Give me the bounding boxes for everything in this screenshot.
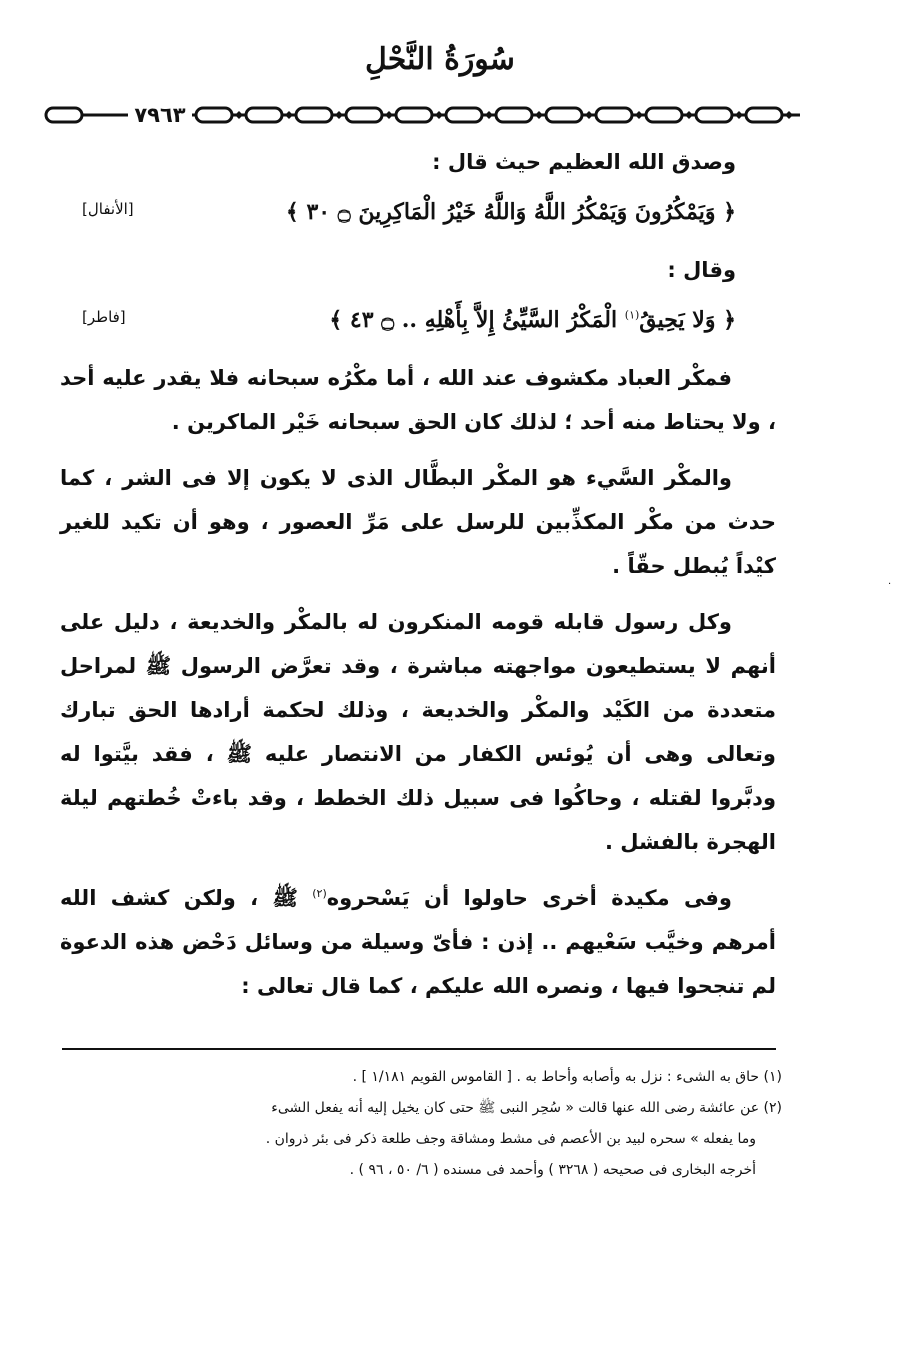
ornament-diamond	[535, 111, 543, 119]
page-number: ٧٩٦٣	[128, 100, 192, 130]
ornament-link	[696, 108, 732, 122]
ornament-link	[246, 108, 282, 122]
footnote-1: (١) حاق به الشىء : نزل به وأصابه وأحاط به . [ القاموس القويم ١/١٨١ ] .	[352, 1069, 782, 1085]
ornament-link	[396, 108, 432, 122]
footnote-2-continued: وما يفعله » سحره لبيد بن الأعصم فى مشط ومشاقة وجف طلعة ذكر فى بئر ذروان .	[265, 1131, 756, 1147]
ornament-link	[346, 108, 382, 122]
footnote-marker-1[interactable]: (١)	[624, 308, 640, 322]
intro-line-1: وصدق الله العظيم حيث قال :	[432, 150, 736, 174]
paragraph-4	[60, 876, 776, 1008]
ornament-link	[646, 108, 682, 122]
verse-text-part-2: الْمَكْرُ السَّيِّئُ إِلاَّ بِأَهْلِهِ .. ۝ ٤٣ ﴾	[329, 307, 625, 333]
paragraph-4-part-2: ﷺ ، ولكن كشف الله أمرهم وخيَّب سَعْيهم .. إذن : فأىّ وسيلة من وسائل دَحْض هذه الدعوة لم تنجحوا فيها ، ونصره الله عليكم ، كما قال تعالى :	[60, 886, 776, 998]
ornament-diamond	[435, 111, 443, 119]
scan-speck: ·	[888, 579, 892, 590]
intro-line-2: وقال :	[667, 258, 736, 282]
surah-title: سُورَةُ النَّحْلِ	[365, 42, 515, 77]
ornament-diamond	[235, 111, 243, 119]
quran-verse-anfal	[60, 184, 736, 248]
ornament-diamond	[735, 111, 743, 119]
footnote-2-source: أخرجه البخارى فى صحيحه ( ٣٢٦٨ ) وأحمد فى مسنده ( ٦/ ٥٠ ، ٩٦ ) .	[349, 1162, 756, 1178]
ornament-diamond	[485, 111, 493, 119]
verse-reference: [الأنفال]	[82, 200, 134, 218]
footnote-marker-2[interactable]: (٢)	[312, 887, 327, 900]
ornament-link	[296, 108, 332, 122]
ornament-link	[546, 108, 582, 122]
ornament-diamond	[585, 111, 593, 119]
verse-text: ﴿ وَيَمْكُرُونَ وَيَمْكُرُ اللَّهُ وَاللَّهُ خَيْرُ الْمَاكِرِينَ ۝ ٣٠ ﴾	[285, 199, 736, 225]
main-text	[60, 140, 776, 1016]
paragraph-2: والمكْر السَّيء هو المكْر البطَّال الذى لا يكون إلا فى الشر ، كما حدث من مكْر المكذِّبين للرسل على مَرِّ العصور ، وهو أن تكيد للغير كيْداً يُبطل حقّاً .	[60, 466, 776, 578]
ornament-diamond	[285, 111, 293, 119]
verse-text	[329, 298, 736, 342]
ornament-link	[46, 108, 82, 122]
ornament-link	[746, 108, 782, 122]
footnote-2: (٢) عن عائشة رضى الله عنها قالت « سُحِر النبى ﷺ حتى كان يخيل إليه أنه يفعل الشىء	[271, 1100, 782, 1116]
paragraph-4-part-1: وفى مكيدة أخرى حاولوا أن يَسْحروه	[326, 886, 732, 910]
ornament-diamond	[685, 111, 693, 119]
ornament-link	[196, 108, 232, 122]
verse-reference: [فاطر]	[82, 308, 126, 326]
footnote-separator	[62, 1048, 776, 1050]
ornament-diamond	[385, 111, 393, 119]
ornament-diamond	[785, 111, 793, 119]
ornament-diamond	[635, 111, 643, 119]
ornament-link	[596, 108, 632, 122]
ornament-link	[496, 108, 532, 122]
ornament-diamond	[335, 111, 343, 119]
quran-verse-fatir	[60, 292, 736, 356]
ornamental-header-band	[40, 100, 806, 130]
paragraph-1: فمكْر العباد مكشوف عند الله ، أما مكْرُه سبحانه فلا يقدر عليه أحد ، ولا يحتاط منه أحد ؛ لذلك كان الحق سبحانه خَيْر الماكرين .	[60, 366, 776, 434]
ornament-link	[446, 108, 482, 122]
paragraph-3: وكل رسول قابله قومه المنكرون له بالمكْر والخديعة ، دليل على أنهم لا يستطيعون مواجهته مباشرة ، وقد تعرَّض الرسول ﷺ لمراحل متعددة من الكَيْد والمكْر والخديعة ، وذلك لحكمة أرادها الحق تبارك وتعالى وهى أن يُوئس الكفار من الانتصار عليه ﷺ ، فقد بيَّتوا له ودبَّروا لقتله ، وحاكُوا فى سبيل ذلك الخطط ، وقد باءتْ خُطتهم ليلة الهجرة بالفشل .	[60, 610, 776, 854]
verse-text-part-1: ﴿ وَلا يَحِيقُ	[639, 307, 736, 333]
footnotes	[150, 1062, 782, 1186]
